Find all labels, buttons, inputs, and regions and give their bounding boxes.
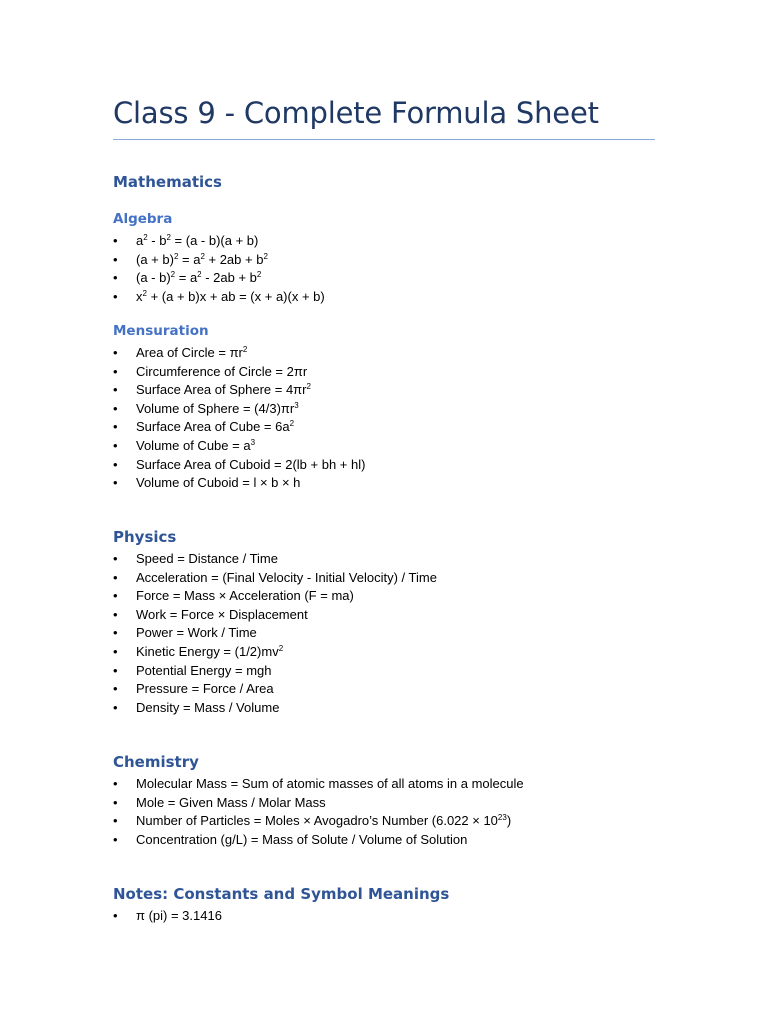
physics-formula-list bbox=[113, 550, 437, 717]
formula-list-item bbox=[113, 344, 365, 363]
bullet-icon: • bbox=[113, 233, 118, 248]
formula-list-item bbox=[113, 587, 437, 606]
bullet-icon: • bbox=[113, 606, 118, 622]
formula-list-item bbox=[113, 775, 524, 794]
formula-text: Surface Area of Cube = $6a^2$ bbox=[136, 419, 295, 435]
bullet-icon: • bbox=[113, 643, 118, 659]
formula-text: Potential Energy = mgh bbox=[136, 662, 272, 678]
bullet-icon: • bbox=[113, 699, 118, 715]
formula-list-item bbox=[113, 456, 365, 475]
formula-text: Concentration (g/L) = Mass of Solute / Volume of Solution bbox=[136, 831, 468, 847]
bullet-icon: • bbox=[113, 908, 118, 923]
formula-text: Speed = Distance / Time bbox=[136, 551, 278, 566]
formula-text: Force = Mass × Acceleration (F = ma) bbox=[136, 588, 354, 604]
bullet-icon: • bbox=[113, 382, 118, 398]
bullet-icon: • bbox=[113, 662, 118, 678]
page-title: Class 9 - Complete Formula Sheet bbox=[113, 96, 599, 130]
section-heading-notes: Notes: Constants and Symbol Meanings bbox=[113, 885, 450, 903]
formula-list-item bbox=[113, 624, 437, 643]
mensuration-formula-list bbox=[113, 344, 365, 493]
formula-text: Surface Area of Cuboid = 2(lb + bh + hl) bbox=[136, 456, 366, 472]
bullet-icon: • bbox=[113, 251, 118, 267]
bullet-icon: • bbox=[113, 681, 118, 697]
formula-list-item bbox=[113, 400, 365, 419]
formula-list-item bbox=[113, 269, 325, 288]
formula-text: Kinetic Energy = $(1/2)mv^2$ bbox=[136, 643, 284, 659]
bullet-icon: • bbox=[113, 551, 118, 566]
bullet-icon: • bbox=[113, 776, 118, 791]
section-heading-mathematics: Mathematics bbox=[113, 173, 222, 191]
formula-list-item bbox=[113, 232, 325, 251]
formula-list-item bbox=[113, 662, 437, 681]
formula-text: Mole = Given Mass / Molar Mass bbox=[136, 794, 326, 810]
formula-text: π (pi) = 3.1416 bbox=[136, 908, 222, 923]
formula-text: Acceleration = (Final Velocity - Initial Velocity) / Time bbox=[136, 569, 437, 585]
formula-list-item bbox=[113, 418, 365, 437]
formula-text: Density = Mass / Volume bbox=[136, 699, 280, 715]
formula-list-item bbox=[113, 288, 325, 307]
formula-list-item bbox=[113, 907, 222, 926]
algebra-formula-list bbox=[113, 232, 325, 306]
formula-text: $(a + b)^2 = a^2 + 2ab + b^2$ bbox=[136, 251, 268, 267]
bullet-icon: • bbox=[113, 475, 118, 491]
section-heading-chemistry: Chemistry bbox=[113, 753, 199, 771]
bullet-icon: • bbox=[113, 270, 118, 286]
formula-text: Circumference of Circle = 2πr bbox=[136, 363, 308, 379]
formula-list-item bbox=[113, 550, 437, 569]
formula-text: Area of Circle = $\pi r^2$ bbox=[136, 345, 248, 360]
formula-list-item bbox=[113, 643, 437, 662]
bullet-icon: • bbox=[113, 569, 118, 585]
formula-text: Power = Work / Time bbox=[136, 625, 257, 641]
formula-list-item bbox=[113, 812, 524, 831]
notes-list bbox=[113, 907, 222, 926]
chemistry-formula-list bbox=[113, 775, 524, 849]
bullet-icon: • bbox=[113, 419, 118, 435]
formula-text: Molecular Mass = Sum of atomic masses of all atoms in a molecule bbox=[136, 776, 524, 791]
bullet-icon: • bbox=[113, 588, 118, 604]
formula-list-item bbox=[113, 794, 524, 813]
bullet-icon: • bbox=[113, 813, 118, 829]
formula-text: Surface Area of Sphere = $4\pi r^2$ bbox=[136, 382, 311, 398]
bullet-icon: • bbox=[113, 288, 118, 304]
formula-list-item bbox=[113, 680, 437, 699]
formula-list-item bbox=[113, 569, 437, 588]
bullet-icon: • bbox=[113, 831, 118, 847]
formula-list-item bbox=[113, 437, 365, 456]
section-heading-physics: Physics bbox=[113, 528, 177, 546]
subsection-heading-mensuration: Mensuration bbox=[113, 323, 209, 339]
formula-list-item bbox=[113, 699, 437, 718]
formula-text: $a^2 - b^2 = (a - b)(a + b)$ bbox=[136, 233, 259, 248]
bullet-icon: • bbox=[113, 794, 118, 810]
bullet-icon: • bbox=[113, 363, 118, 379]
formula-text: Volume of Cube = $a^3$ bbox=[136, 437, 256, 453]
formula-list-item bbox=[113, 363, 365, 382]
subsection-heading-algebra: Algebra bbox=[113, 211, 173, 227]
bullet-icon: • bbox=[113, 456, 118, 472]
formula-list-item bbox=[113, 606, 437, 625]
bullet-icon: • bbox=[113, 400, 118, 416]
formula-text: Volume of Sphere = $(4/3)\pi r^3$ bbox=[136, 400, 299, 416]
bullet-icon: • bbox=[113, 345, 118, 360]
formula-text: Number of Particles = Moles × Avogadro’s Number $(6.022 \times 10^{23})$ bbox=[136, 813, 512, 829]
formula-text: Volume of Cuboid = l × b × h bbox=[136, 475, 301, 491]
bullet-icon: • bbox=[113, 625, 118, 641]
formula-text: $(a - b)^2 = a^2 - 2ab + b^2$ bbox=[136, 270, 262, 286]
formula-text: $x^2 + (a + b)x$ + ab = (x + a)(x + b) bbox=[136, 288, 325, 304]
bullet-icon: • bbox=[113, 437, 118, 453]
formula-text: Work = Force × Displacement bbox=[136, 606, 308, 622]
formula-list-item bbox=[113, 381, 365, 400]
formula-text: Pressure = Force / Area bbox=[136, 681, 274, 697]
formula-list-item bbox=[113, 831, 524, 850]
formula-list-item bbox=[113, 251, 325, 270]
formula-list-item bbox=[113, 474, 365, 493]
title-divider bbox=[113, 139, 655, 140]
